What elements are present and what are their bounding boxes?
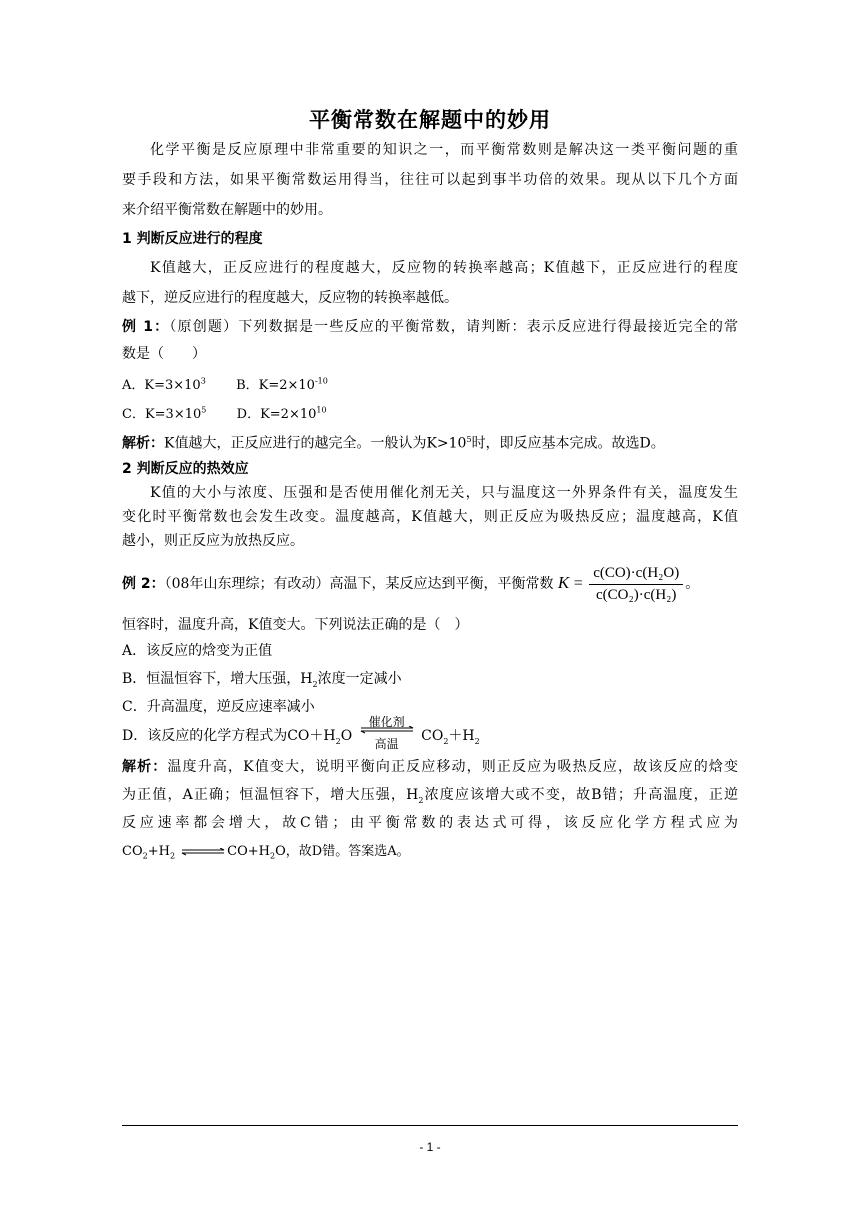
option-b: B．$K=2\times 10^{-10}$: [236, 377, 328, 394]
section-2-para-line-3: 越小，则正反应为放热反应。: [122, 533, 304, 549]
section-1-para-line-1: K值越大，正反应进行的程度越大，反应物的转换率越高；K值越下，正反应进行的程度: [150, 260, 738, 276]
example-2-option-c: C．升高温度，逆反应速率减小: [122, 699, 315, 715]
example-1-options-ab: [122, 372, 738, 396]
example-2-answer-line-4: $CO_2+H_2$ $CO+H_2O$，故D错。答案选A。: [122, 844, 410, 861]
option-c: C．$K=3\times 10^5$: [122, 406, 207, 423]
intro-line-3: 来介绍平衡常数在解题中的妙用。: [122, 202, 332, 218]
answer-1-label: 解析：: [122, 435, 164, 452]
reversible-reaction-arrow: [359, 715, 415, 751]
page-title: 平衡常数在解题中的妙用: [309, 108, 551, 132]
equilibrium-arrows-icon: [180, 848, 226, 856]
example-1-text: （原创题）下列数据是一些反应的平衡常数，请判断：表示反应进行得最接近完全的常: [169, 319, 738, 335]
example-2-option-a: A．该反应的焓变为正值: [122, 643, 273, 659]
example-1-line-2: 数是（ ）: [122, 346, 206, 362]
example-2-option-b: B．恒温恒容下，增大压强，$H_2$浓度一定减小: [122, 671, 402, 689]
high-temperature-label: 高温: [374, 737, 399, 751]
answer-2-label: 解析：: [122, 759, 168, 775]
example-1-answer: 解析：K值越大，正反应进行的越完全。一般认为$K>10^5$时，即反应基本完成。故选D。: [122, 435, 665, 452]
example-2-line-2: 恒容时，温度升高，K值变大。下列说法正确的是（ ）: [122, 617, 469, 633]
catalyst-label: 催化剂: [368, 715, 405, 729]
example-2-answer-line-1: 解析：温度升高，K值变大，说明平衡向正反应移动，则正反应为吸热反应，故该反应的焓变: [122, 759, 738, 775]
section-2-para-line-1: K值的大小与浓度、压强和是否使用催化剂无关，只与温度这一外界条件有关，温度发生: [150, 485, 738, 501]
example-1-line-1: [122, 317, 738, 337]
example-2-answer-line-2: 为正值，A正确；恒温恒容下，增大压强，$H_2$浓度应该增大或不变，故B错；升高温度，正逆: [122, 787, 738, 805]
example-2-answer-line-3: 反应速率都会增大，故C错；由平衡常数的表达式可得，该反应化学方程式应为: [122, 815, 738, 831]
example-2-label: 例 2：: [122, 576, 165, 592]
section-2-para-line-2: 变化时平衡常数也会发生改变。温度越高，K值越大，则正反应为吸热反应；温度越高，K值: [122, 509, 738, 525]
section-1-para-line-2: 越下，逆反应进行的程度越大，反应物的转换率越低。: [122, 290, 458, 306]
section-1-heading: 1 判断反应进行的程度: [122, 231, 263, 247]
page-number: - 1 -: [419, 1140, 441, 1154]
fraction-denominator: c(CO₂)·c(H₂): [595, 586, 677, 603]
example-1-label: 例 1：: [122, 319, 170, 335]
example-2-option-d: D．该反应的化学方程式为$CO+H_2O$ 催化剂 高温 $CO_2+H_2$: [122, 726, 738, 752]
intro-line-2: 要手段和方法，如果平衡常数运用得当，往往可以起到事半功倍的效果。现从以下几个方面: [122, 172, 738, 188]
footer-divider: [122, 1125, 738, 1126]
fraction-numerator: c(CO)·c(H₂O): [589, 563, 683, 585]
equilibrium-constant-fraction: [589, 563, 683, 606]
section-2-heading: 2 判断反应的热效应: [122, 461, 249, 477]
example-2-line-1: 例 2：（08年山东理综；有改动）高温下，某反应达到平衡，平衡常数 K = $\frac{\text{c(CO)·c(H₂O)}}{\text{c(CO₂)·c(H₂)}}$ 。: [122, 558, 738, 608]
example-1-options-cd: [122, 401, 738, 425]
intro-line-1: 化学平衡是反应原理中非常重要的知识之一，而平衡常数则是解决这一类平衡问题的重: [150, 142, 738, 158]
equilibrium-arrows-icon: [359, 726, 415, 734]
option-a: A．$K=3\times 10^3$: [122, 377, 206, 394]
option-d: D．$K=2\times 10^{10}$: [236, 406, 327, 423]
k-symbol: K: [557, 573, 570, 592]
